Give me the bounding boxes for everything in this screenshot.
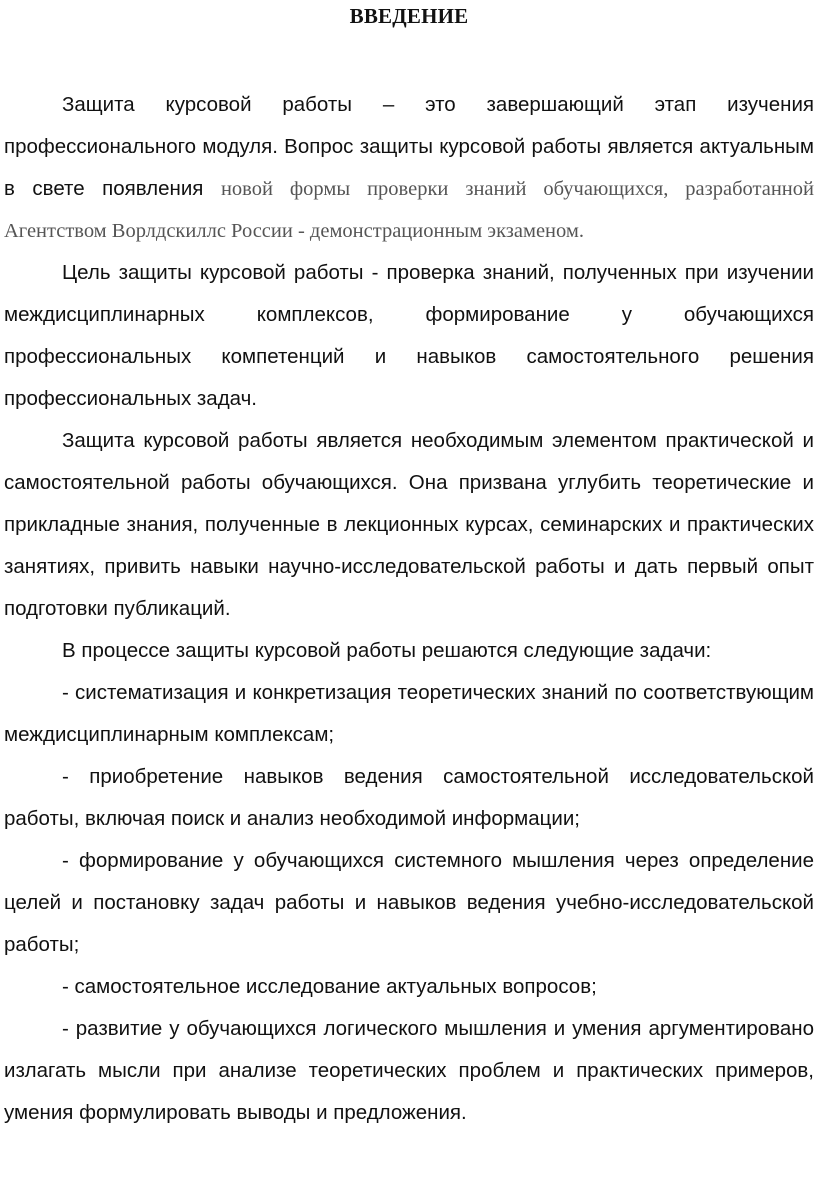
list-item: - систематизация и конкретизация теоретических знаний по соответствующим междисциплинарным комплексам; [4, 681, 814, 746]
list-item: - самостоятельное исследование актуальных вопросов; [62, 975, 597, 998]
paragraph-intro [4, 84, 814, 252]
paragraph-tasks-intro: В процессе защиты курсовой работы решаются следующие задачи: [62, 639, 712, 662]
paragraph-intro-highlight: новой формы проверки знаний обучающихся, разработанной Агентством Ворлдскиллс России - демонстрационным экзаменом. [4, 178, 814, 242]
page-title: ВВЕДЕНИЕ [349, 4, 469, 28]
paragraph-intro-text: Защита курсовой работы – это завершающий этап изучения профессионального модуля. Вопрос защиты курсовой работы является актуальным в свете появления [4, 93, 814, 200]
document-page [4, 0, 814, 1134]
paragraph-goal: Цель защиты курсовой работы - проверка знаний, полученных при изучении междисциплинарных комплексов, формирование у обучающихся профессиональных компетенций и навыков самостоятельного решения профессиональных задач. [4, 261, 814, 410]
list-item: - формирование у обучающихся системного мышления через определение целей и постановку задач работы и навыков ведения учебно-исследовательской работы; [4, 849, 814, 956]
list-item: - приобретение навыков ведения самостоятельной исследовательской работы, включая поиск и анализ необходимой информации; [4, 765, 814, 830]
list-item: - развитие у обучающихся логического мышления и умения аргументировано излагать мысли при анализе теоретических проблем и практических примеров, умения формулировать выводы и предложения. [4, 1017, 814, 1124]
paragraph-role: Защита курсовой работы является необходимым элементом практической и самостоятельной работы обучающихся. Она призвана углубить теоретические и прикладные знания, полученные в лекционных курсах, семинарских и практических занятиях, привить навыки научно-исследовательской работы и дать первый опыт подготовки публикаций. [4, 429, 814, 620]
